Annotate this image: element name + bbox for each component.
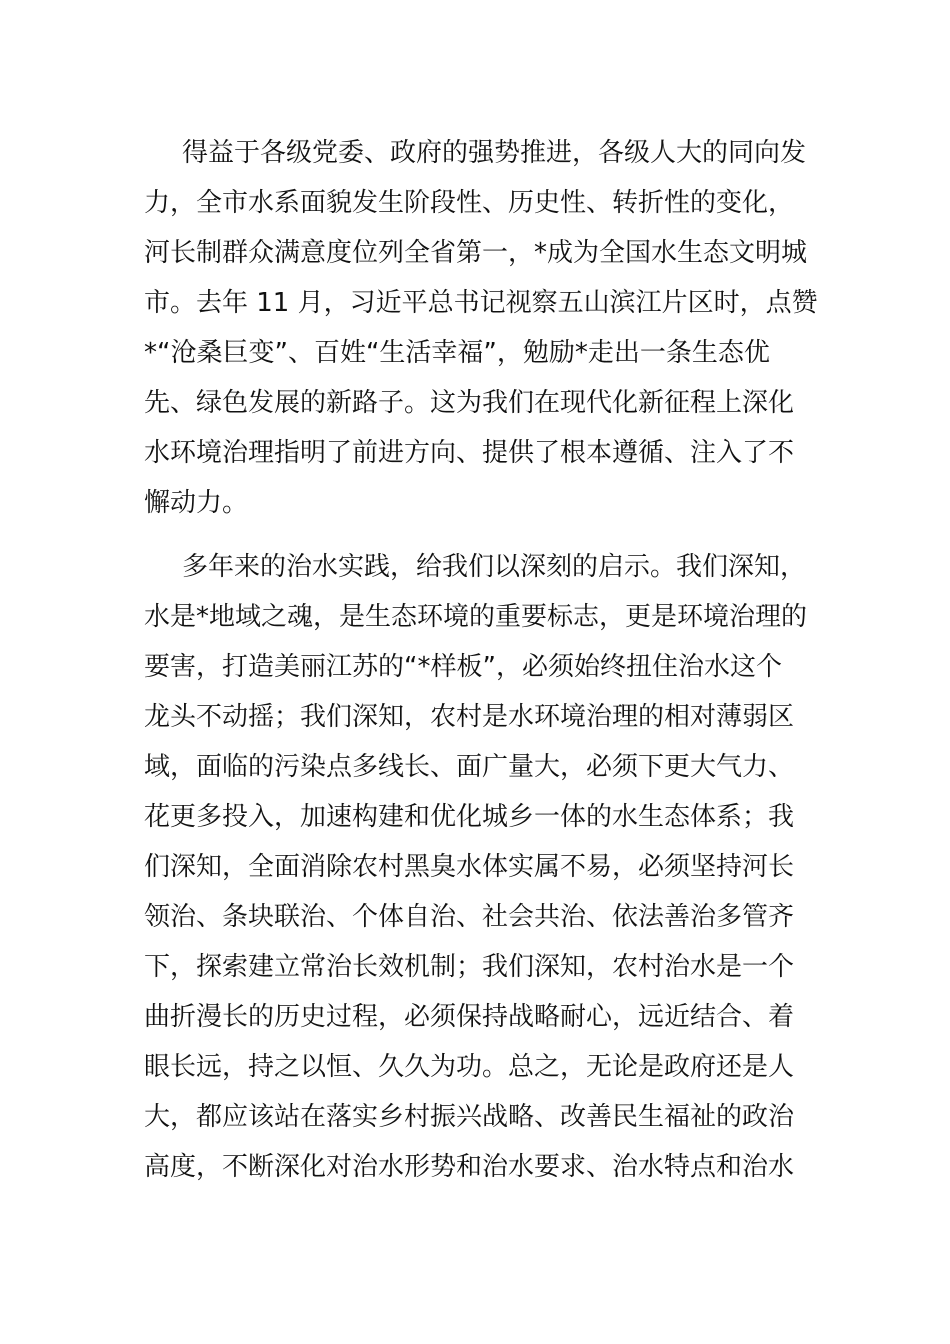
text-line: 们深知，全面消除农村黑臭水体实属不易，必须坚持河长 (144, 852, 795, 882)
text-line: 得益于各级党委、政府的强势推进，各级人大的同向发 (182, 138, 807, 168)
text-line: 高度，不断深化对治水形势和治水要求、治水特点和治水 (144, 1152, 795, 1182)
text-line: 先、绿色发展的新路子。这为我们在现代化新征程上深化 (144, 388, 795, 418)
text-line: 眼长远，持之以恒、久久为功。总之，无论是政府还是人 (144, 1052, 795, 1082)
paragraph-2 (144, 542, 808, 1192)
text-line: 域，面临的污染点多线长、面广量大，必须下更大气力、 (144, 752, 795, 782)
text-line: 领治、条块联治、个体自治、社会共治、依法善治多管齐 (144, 902, 795, 932)
text-line: 曲折漫长的历史过程，必须保持战略耐心，远近结合、着 (144, 1002, 795, 1032)
text-line: 水是*地域之魂，是生态环境的重要标志，更是环境治理的 (144, 602, 808, 632)
text-line: 下，探索建立常治长效机制；我们深知，农村治水是一个 (144, 952, 795, 982)
text-line: 龙头不动摇；我们深知，农村是水环境治理的相对薄弱区 (144, 702, 795, 732)
text-line: 水环境治理指明了前进方向、提供了根本遵循、注入了不 (144, 438, 795, 468)
text-line: 力，全市水系面貌发生阶段性、历史性、转折性的变化， (144, 188, 795, 218)
text-line: 市。去年 11 月，习近平总书记视察五山滨江片区时，点赞 (144, 288, 818, 318)
text-line: 要害，打造美丽江苏的“*样板”，必须始终扭住治水这个 (144, 652, 782, 682)
text-line: 花更多投入，加速构建和优化城乡一体的水生态体系；我 (144, 802, 795, 832)
paragraph-1 (144, 128, 818, 528)
text-line: 河长制群众满意度位列全省第一，*成为全国水生态文明城 (144, 238, 808, 268)
text-line: 懈动力。 (144, 488, 249, 518)
text-line: 大，都应该站在落实乡村振兴战略、改善民生福祉的政治 (144, 1102, 795, 1132)
text-line: *“沧桑巨变”、百姓“生活幸福”，勉励*走出一条生态优 (144, 338, 770, 368)
document-body (144, 128, 818, 1192)
text-line: 多年来的治水实践，给我们以深刻的启示。我们深知， (182, 552, 807, 582)
